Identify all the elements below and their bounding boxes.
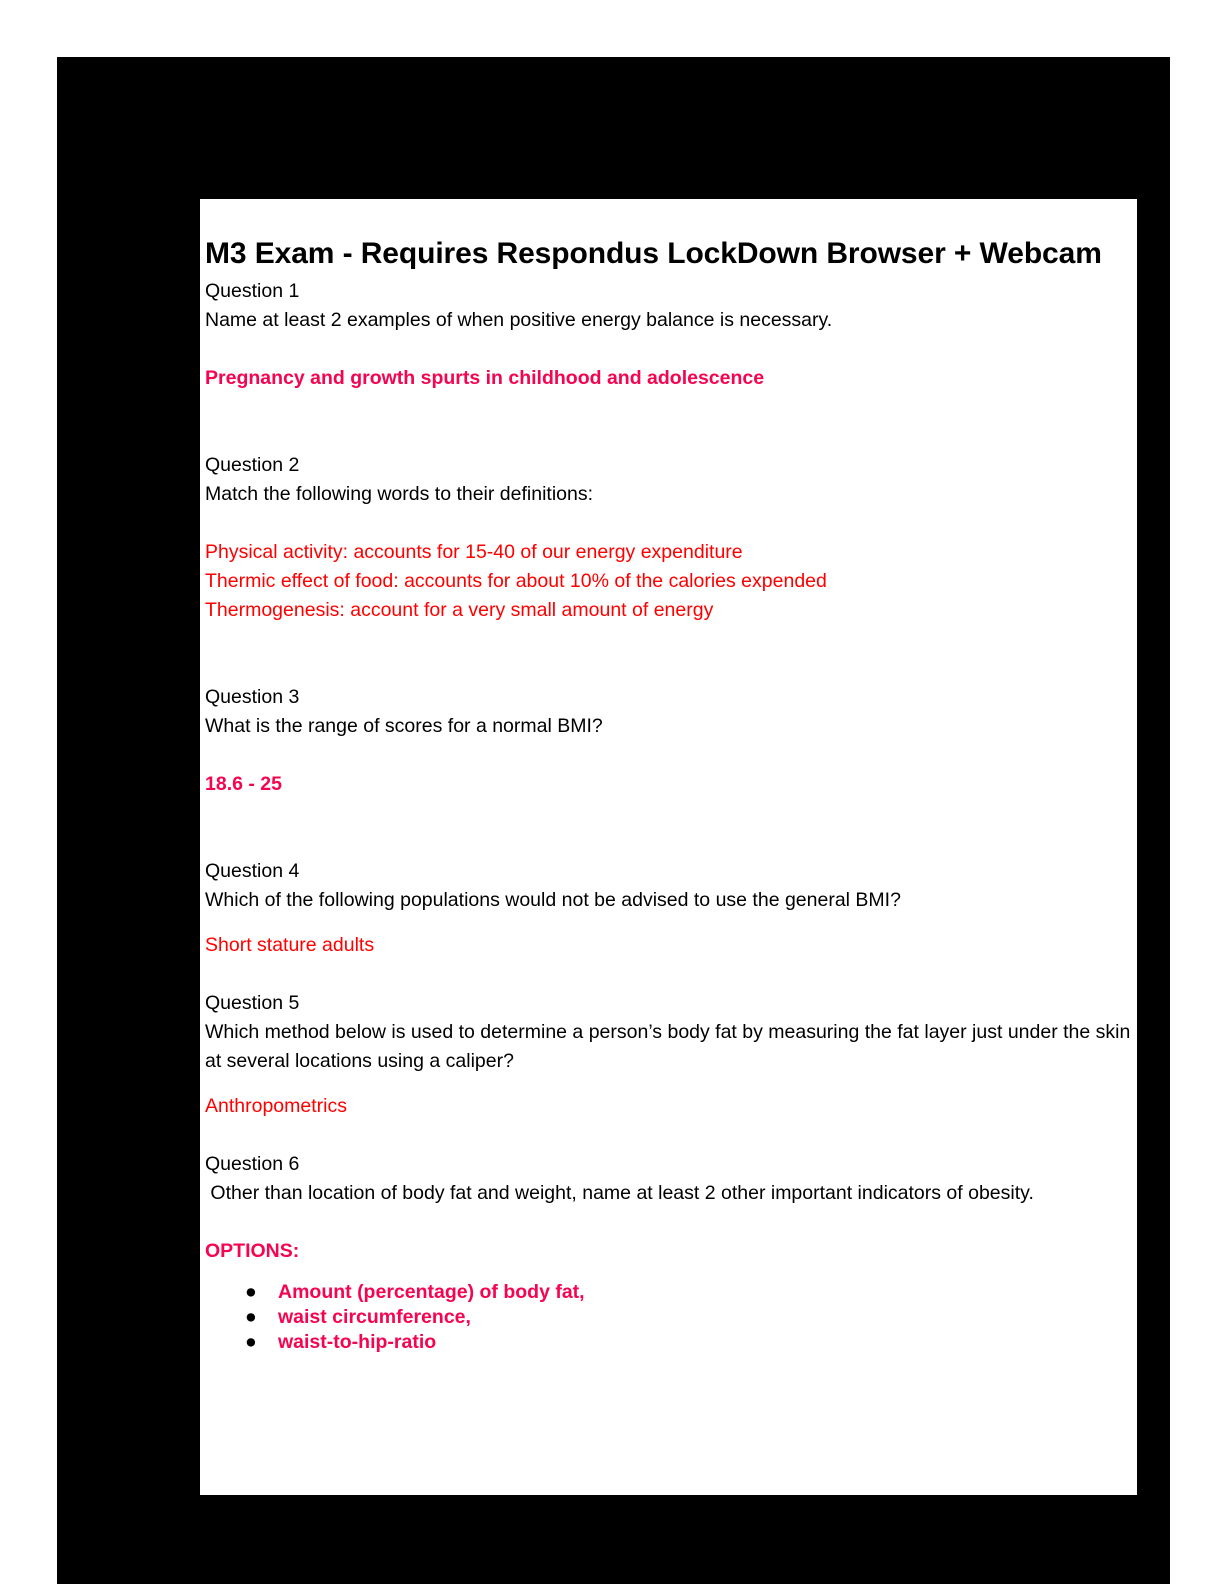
bullet-icon: ● (245, 1281, 257, 1303)
question-label-2: Question 2 (205, 454, 300, 476)
spacer (205, 393, 1137, 451)
bullet-icon: ● (245, 1331, 257, 1353)
spacer (205, 799, 1137, 857)
question-label-5: Question 5 (205, 992, 300, 1014)
list-item-label: waist-to-hip-ratio (278, 1331, 437, 1353)
question-text-6: Other than location of body fat and weight, name at least 2 other important indicators of obesity. (205, 1182, 1034, 1204)
spacer (205, 915, 1137, 931)
question-text-3: What is the range of scores for a normal BMI? (205, 715, 603, 737)
question-label-1: Question 1 (205, 280, 300, 302)
document-page (200, 199, 1137, 1495)
answer-text-4: Short stature adults (205, 934, 375, 956)
question-text-1: Name at least 2 examples of when positive energy balance is necessary. (205, 309, 833, 331)
page-title: M3 Exam - Requires Respondus LockDown Browser + Webcam (205, 237, 1102, 270)
list-item-label: Amount (percentage) of body fat, (278, 1281, 585, 1303)
question-label-6: Question 6 (205, 1153, 300, 1175)
spacer (205, 741, 1137, 770)
answer-text-2c: Thermogenesis: account for a very small amount of energy (205, 599, 714, 621)
question-block-1 (205, 277, 1137, 393)
spacer (205, 960, 1137, 989)
answer-text-1: Pregnancy and growth spurts in childhood and adolescence (205, 367, 765, 389)
answer-text-2a: Physical activity: accounts for 15-40 of our energy expenditure (205, 541, 743, 563)
spacer (205, 1121, 1137, 1150)
spacer (205, 335, 1137, 364)
scan-border-frame (57, 57, 1170, 1584)
spacer (205, 1208, 1137, 1237)
question-label-3: Question 3 (205, 686, 300, 708)
bullet-icon: ● (245, 1306, 257, 1328)
answer-text-2b: Thermic effect of food: accounts for about 10% of the calories expended (205, 570, 827, 592)
options-list (205, 1280, 1137, 1355)
question-text-4: Which of the following populations would not be advised to use the general BMI? (205, 889, 901, 911)
document-content (200, 235, 1137, 1355)
question-block-3 (205, 683, 1137, 799)
question-block-5 (205, 989, 1137, 1121)
options-section (205, 1237, 1137, 1355)
options-heading: OPTIONS: (205, 1240, 300, 1262)
question-block-2 (205, 451, 1137, 625)
question-text-2: Match the following words to their definitions: (205, 483, 594, 505)
list-item (205, 1305, 1137, 1330)
list-item (205, 1330, 1137, 1355)
list-item (205, 1280, 1137, 1305)
question-block-4 (205, 857, 1137, 960)
answer-text-3: 18.6 - 25 (205, 773, 282, 795)
spacer (205, 1076, 1137, 1092)
question-block-6 (205, 1150, 1137, 1208)
spacer (205, 509, 1137, 538)
answer-text-5: Anthropometrics (205, 1095, 347, 1117)
question-text-5: Which method below is used to determine a person’s body fat by measuring the fat layer just under the skin at several locations using a caliper? (205, 1021, 1136, 1072)
spacer (205, 625, 1137, 683)
list-item-label: waist circumference, (278, 1306, 471, 1328)
question-label-4: Question 4 (205, 860, 300, 882)
